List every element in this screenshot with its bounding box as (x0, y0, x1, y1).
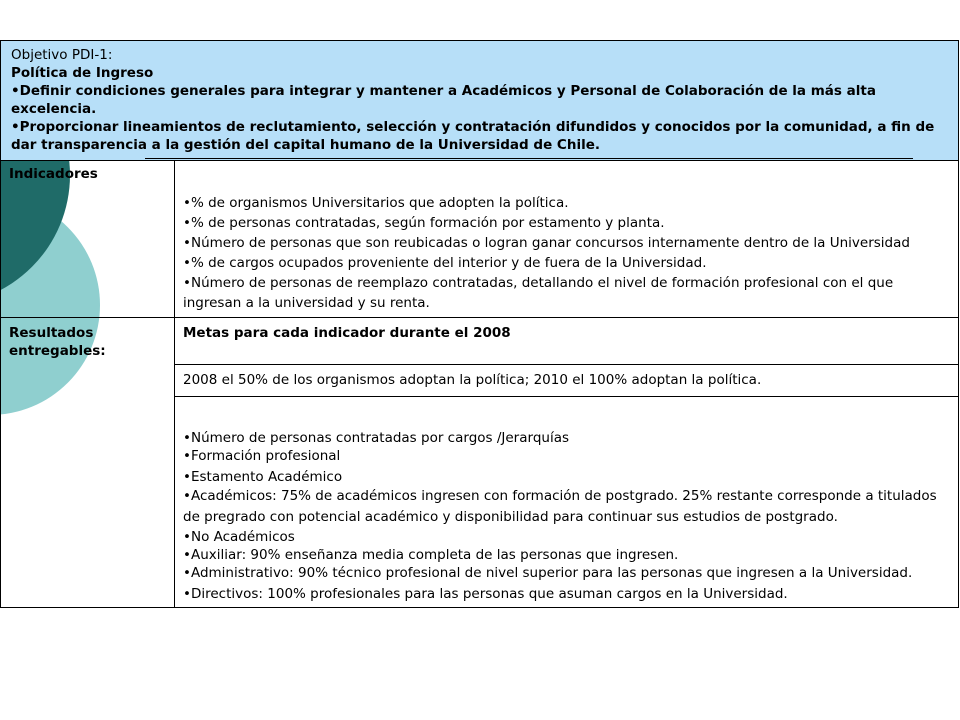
indicator-item: • Número de personas que son reubicadas o logran ganar concursos internamente dentro de la Universidad (183, 233, 950, 253)
objective-header-cell (1, 41, 959, 161)
goal-line-cell (175, 365, 959, 397)
indicators-list (183, 193, 950, 313)
indicator-item: • % de personas contratadas, según formación por estamento y planta. (183, 213, 950, 233)
objective-table (0, 40, 959, 608)
result-item: • Formación profesional (183, 447, 950, 465)
indicators-label-cell (1, 161, 175, 318)
goals-title-row (1, 318, 959, 365)
policy-title: Política de Ingreso (11, 65, 154, 81)
result-item: • No Académicos (183, 528, 950, 546)
result-item: • Auxiliar: 90% enseñanza media completa de las personas que ingresen. (183, 546, 950, 564)
objective-bullet-1: • Definir condiciones generales para integrar y mantener a Académicos y Personal de Colaboración de la más alta excelencia. (11, 82, 948, 118)
results-label: Resultados entregables: (9, 325, 106, 359)
results-list (183, 429, 950, 603)
indicators-label: Indicadores (9, 166, 98, 182)
indicators-row (1, 161, 959, 318)
indicators-divider-line (145, 158, 913, 159)
objective-label: Objetivo PDI-1: (11, 47, 113, 63)
objective-bullet-2: • Proporcionar lineamientos de reclutamiento, selección y contratación difundidos y conocidos por la comunidad, a fin de dar transparencia a la gestión del capital humano de la Universidad de Chile. (11, 118, 948, 154)
goals-title: Metas para cada indicador durante el 2008 (183, 325, 511, 341)
indicator-item: • % de organismos Universitarios que adopten la política. (183, 193, 950, 213)
results-label-cell (1, 318, 175, 608)
result-item: • Estamento Académico (183, 468, 950, 486)
indicator-item: • Número de personas de reemplazo contratadas, detallando el nivel de formación profesional con el que ingresan a la universidad y su renta. (183, 273, 950, 313)
header-row (1, 41, 959, 161)
indicators-list-cell (175, 161, 959, 318)
result-item: • Número de personas contratadas por cargos /Jerarquías (183, 429, 950, 447)
result-item: • Académicos: 75% de académicos ingresen con formación de postgrado. 25% restante corresponde a titulados de pregrado con potencial académico y disponibilidad para continuar sus estudios de postgrado. (183, 486, 950, 528)
result-item: • Administrativo: 90% técnico profesional de nivel superior para las personas que ingresen a la Universidad. (183, 564, 950, 582)
indicator-item: • % de cargos ocupados proveniente del interior y de fuera de la Universidad. (183, 253, 950, 273)
result-item: • Directivos: 100% profesionales para las personas que asuman cargos en la Universidad. (183, 585, 950, 603)
results-list-cell (175, 397, 959, 608)
goal-line: 2008 el 50% de los organismos adoptan la política; 2010 el 100% adoptan la política. (183, 372, 762, 388)
goals-title-cell (175, 318, 959, 365)
